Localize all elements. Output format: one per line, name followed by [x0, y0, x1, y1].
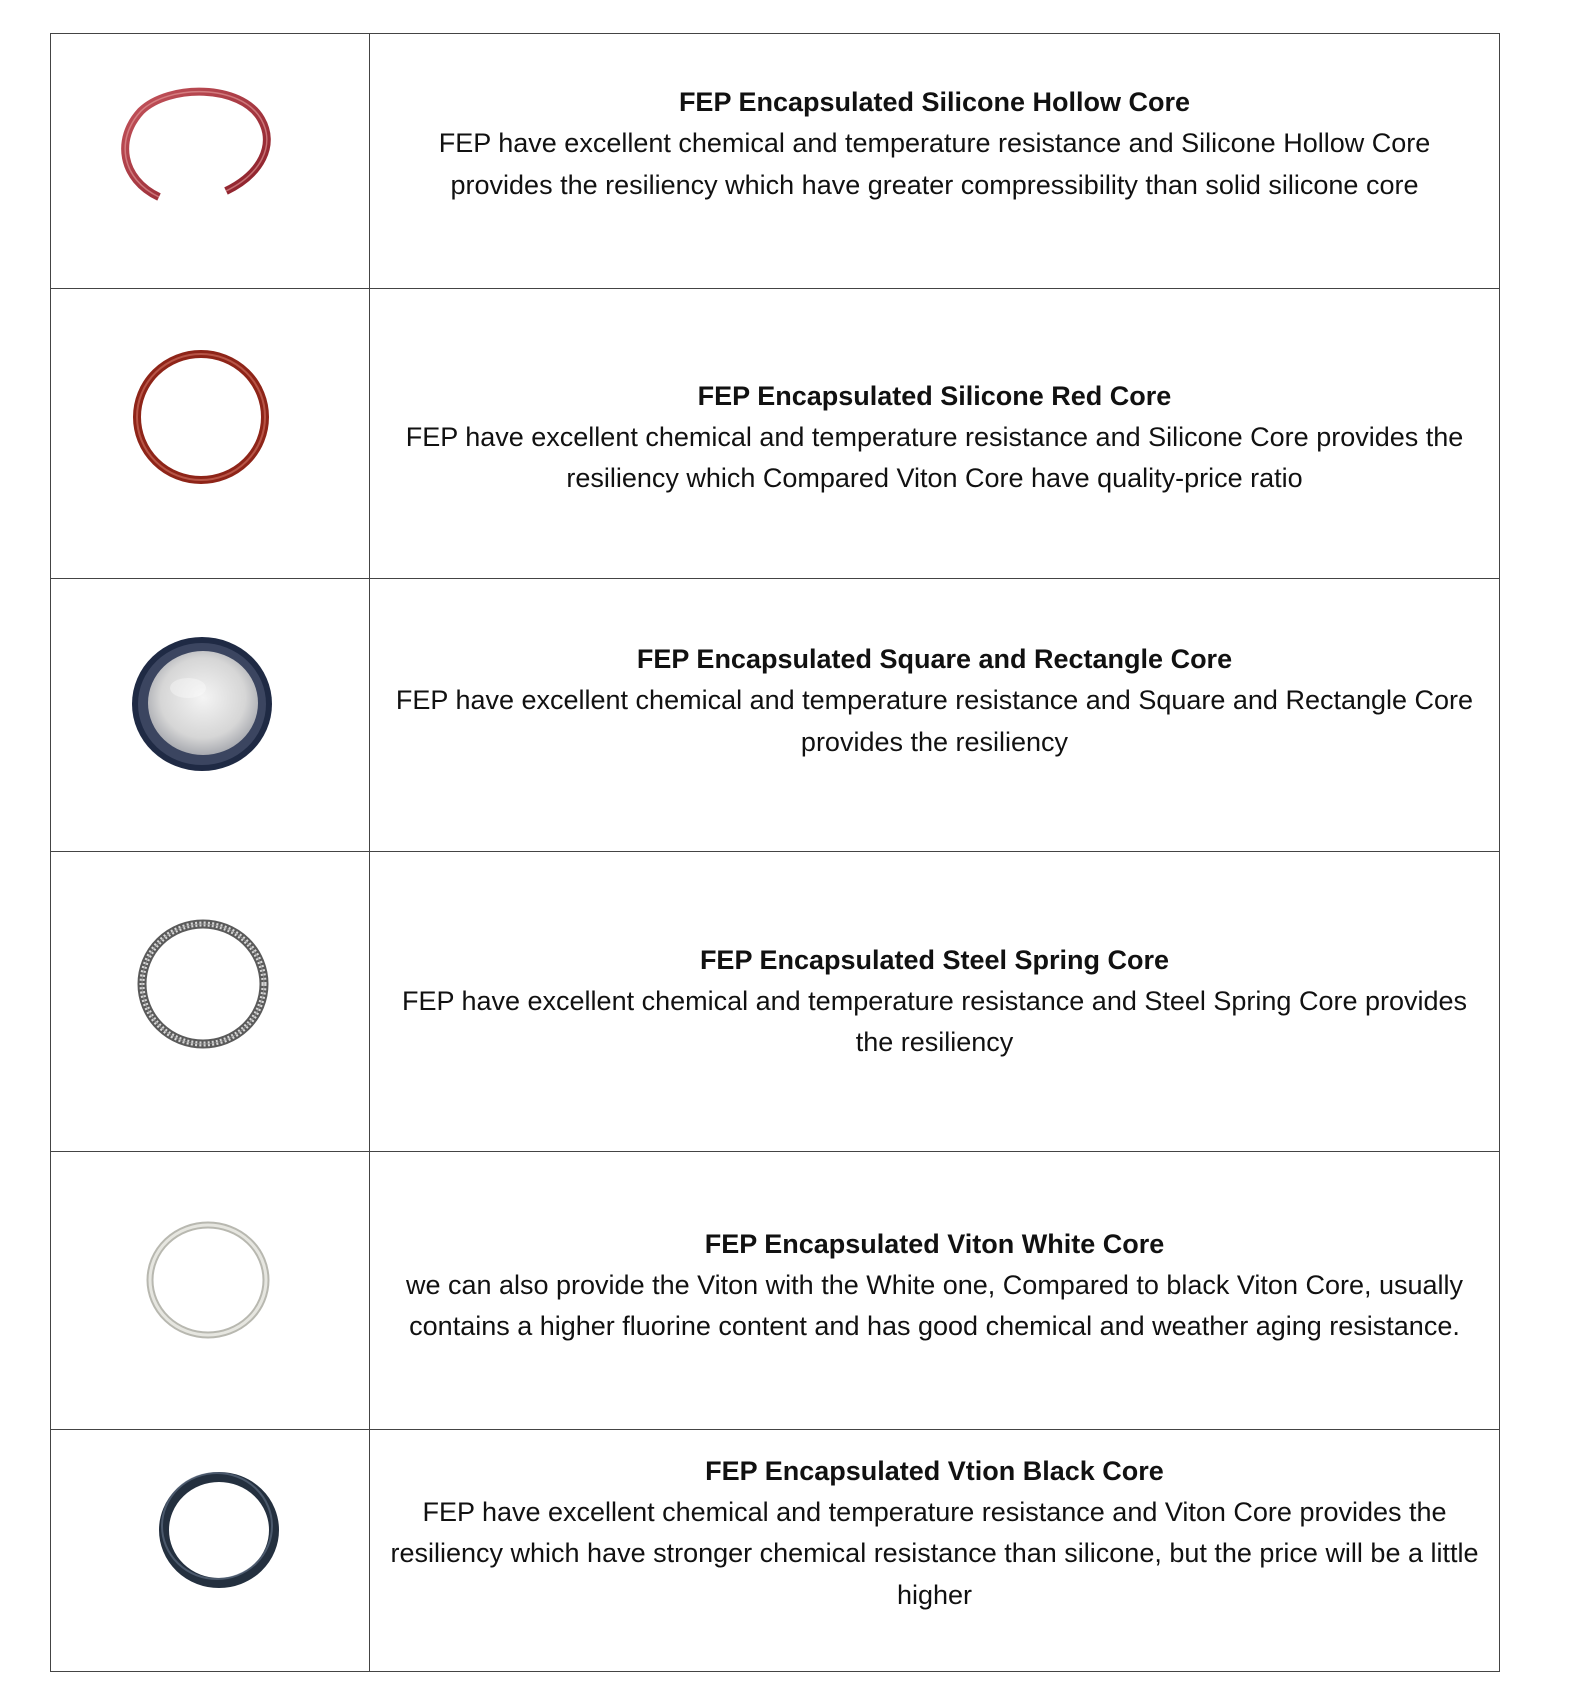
- product-image-cell: [51, 1430, 370, 1671]
- viton-white-core-ring-icon: [145, 1220, 271, 1340]
- product-text-cell: [370, 289, 1500, 578]
- viton-black-core-ring-icon: [157, 1470, 281, 1590]
- table-row: [51, 289, 1500, 579]
- table-row: [51, 852, 1500, 1152]
- table-row: [51, 1152, 1500, 1430]
- product-description: we can also provide the Viton with the White one, Compared to black Viton Core, usually contains a higher fluorine content and has good chemical and weather aging resistance.: [405, 1269, 1464, 1341]
- product-text-cell: [370, 852, 1500, 1151]
- product-title: FEP Encapsulated Steel Spring Core: [699, 944, 1170, 975]
- red-hollow-core-ring-icon: [111, 79, 281, 209]
- table-row: [51, 1430, 1500, 1672]
- red-core-ring-icon: [131, 347, 271, 487]
- table-row: [51, 34, 1500, 289]
- product-title: FEP Encapsulated Silicone Hollow Core: [678, 87, 1191, 117]
- product-title: FEP Encapsulated Viton White Core: [704, 1228, 1165, 1259]
- product-image-cell: [51, 852, 370, 1151]
- product-description: FEP have excellent chemical and temperature resistance and Silicone Hollow Core provides the resiliency which have greater compressibility than solid silicone core: [438, 128, 1431, 200]
- product-text-cell: [370, 1430, 1500, 1671]
- product-image-cell: [51, 34, 370, 288]
- product-description: FEP have excellent chemical and temperature resistance and Steel Spring Core provides the resiliency: [401, 985, 1468, 1057]
- product-text-cell: [370, 579, 1500, 851]
- product-description: FEP have excellent chemical and temperature resistance and Silicone Core provides the resiliency which Compared Viton Core have quality-price ratio: [405, 421, 1464, 493]
- steel-spring-core-ring-icon: [136, 917, 270, 1051]
- product-text-cell: [370, 1152, 1500, 1429]
- product-image-cell: [51, 289, 370, 578]
- table-row: [51, 579, 1500, 852]
- product-title: FEP Encapsulated Silicone Red Core: [697, 380, 1172, 411]
- product-description: FEP have excellent chemical and temperature resistance and Viton Core provides the resiliency which have stronger chemical resistance than silicone, but the price will be a little higher: [390, 1496, 1479, 1610]
- square-rectangle-core-ring-icon: [128, 633, 276, 775]
- product-title: FEP Encapsulated Square and Rectangle Core: [636, 644, 1233, 674]
- product-text-cell: [370, 34, 1500, 288]
- product-description: FEP have excellent chemical and temperature resistance and Square and Rectangle Core provides the resiliency: [395, 685, 1474, 757]
- product-title: FEP Encapsulated Vtion Black Core: [705, 1455, 1164, 1486]
- product-image-cell: [51, 1152, 370, 1429]
- product-image-cell: [51, 579, 370, 851]
- product-table: [50, 33, 1500, 1672]
